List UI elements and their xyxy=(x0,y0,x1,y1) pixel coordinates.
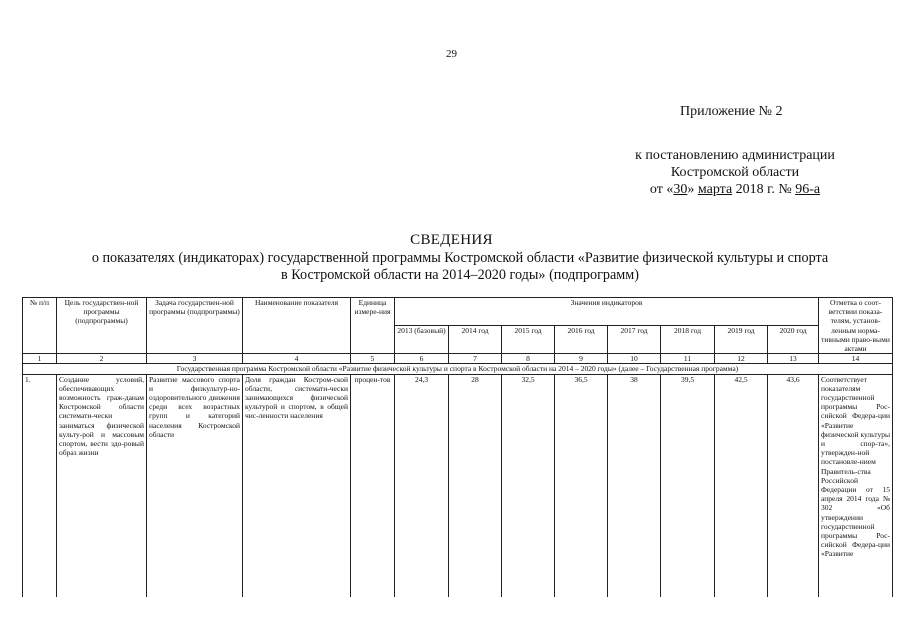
column-number: 9 xyxy=(555,354,608,364)
header-year-2013: 2013 (базовый) xyxy=(395,326,449,354)
header-values-group: Значения индикаторов xyxy=(395,298,819,326)
column-number: 8 xyxy=(502,354,555,364)
column-number: 10 xyxy=(608,354,661,364)
header-year-2014: 2014 год xyxy=(449,326,502,354)
subtitle-line-1: о показателях (индикаторах) государственной программы Костромской области «Развитие физической культуры и спорта xyxy=(91,250,829,266)
row-goal: Создание условий, обеспечивающих возможность граж-данам Костромской области системати-чески заниматься физической культу-рой и массовым спортом, вести здо-ровый образ жизни xyxy=(57,374,147,597)
header-task: Задача государствен-ной программы (подпрограммы) xyxy=(147,298,243,354)
decree-date-year: 2018 г. № xyxy=(732,182,796,197)
row-value-2014: 28 xyxy=(449,374,502,597)
header-year-2017: 2017 год xyxy=(608,326,661,354)
indicators-table xyxy=(22,297,893,597)
header-note: Отметка о соот-ветствии показа-телям, установ-ленным норма-тивными право-выми актами xyxy=(819,298,893,354)
column-number: 12 xyxy=(715,354,768,364)
row-indicator: Доля граждан Костром-ской области, системати-чески занимающихся физической культурой и спортом, в общей чис-ленности населения xyxy=(243,374,351,597)
table-row xyxy=(23,374,893,597)
row-task: Развитие массового спорта и физкультур-но-оздоровительного движения среди всех возрастных групп и категорий населения Костромской области xyxy=(147,374,243,597)
row-unit: процен-тов xyxy=(351,374,395,597)
row-value-2019: 42,5 xyxy=(715,374,768,597)
row-value-2015: 32,5 xyxy=(502,374,555,597)
column-number: 5 xyxy=(351,354,395,364)
decree-date-day: 30 xyxy=(673,182,688,197)
decree-date-line xyxy=(570,181,900,198)
decree-line-2: Костромской области xyxy=(670,165,800,180)
program-row xyxy=(23,364,893,374)
appendix-title: Приложение № 2 xyxy=(680,104,783,119)
decree-date-month: марта xyxy=(697,182,733,197)
program-title-cell: Государственная программа Костромской области «Развитие физической культуры и спорта в Костромской области на 2014 – 2020 годы» (далее – Государственная программа) xyxy=(23,364,893,374)
decree-date-mid: » xyxy=(687,182,698,197)
column-number: 11 xyxy=(661,354,715,364)
header-num: № п/п xyxy=(23,298,57,354)
column-number: 1 xyxy=(23,354,57,364)
column-number: 14 xyxy=(819,354,893,364)
header-indicator: Наименование показателя xyxy=(243,298,351,354)
row-note: Соответствует показателям государственной программы Рос-сийской Федера-ции «Развитие физической культуры и спор-та», утвержден-ной постановле-нием Правитель-ства Российской Федерации от 15 апреля 2014 года № 302 «Об утверждении государственной программы Рос-сийской Федера-ции «Развитие xyxy=(819,374,893,597)
column-number: 7 xyxy=(449,354,502,364)
row-num: 1. xyxy=(23,374,57,597)
column-number: 6 xyxy=(395,354,449,364)
row-value-2017: 38 xyxy=(608,374,661,597)
document-title: СВЕДЕНИЯ xyxy=(410,232,493,248)
header-year-2015: 2015 год xyxy=(502,326,555,354)
decree-reference xyxy=(570,147,900,198)
column-number: 3 xyxy=(147,354,243,364)
decree-date-prefix: от « xyxy=(649,182,674,197)
row-value-2016: 36,5 xyxy=(555,374,608,597)
column-number: 2 xyxy=(57,354,147,364)
column-numbers-row xyxy=(23,354,893,364)
header-unit: Единица измере-ния xyxy=(351,298,395,354)
row-value-2020: 43,6 xyxy=(768,374,819,597)
header-year-2020: 2020 год xyxy=(768,326,819,354)
page-number: 29 xyxy=(446,48,457,60)
row-value-2013: 24,3 xyxy=(395,374,449,597)
row-value-2018: 39,5 xyxy=(661,374,715,597)
header-year-2018: 2018 год xyxy=(661,326,715,354)
decree-line-1: к постановлению администрации xyxy=(635,148,835,163)
decree-number: 96-а xyxy=(795,182,821,197)
header-year-2019: 2019 год xyxy=(715,326,768,354)
column-number: 4 xyxy=(243,354,351,364)
document-subtitle xyxy=(40,250,880,284)
header-goal: Цель государствен-ной программы (подпрограммы) xyxy=(57,298,147,354)
header-year-2016: 2016 год xyxy=(555,326,608,354)
column-number: 13 xyxy=(768,354,819,364)
subtitle-line-2: в Костромской области на 2014–2020 годы» (подпрограмм) xyxy=(281,267,639,283)
